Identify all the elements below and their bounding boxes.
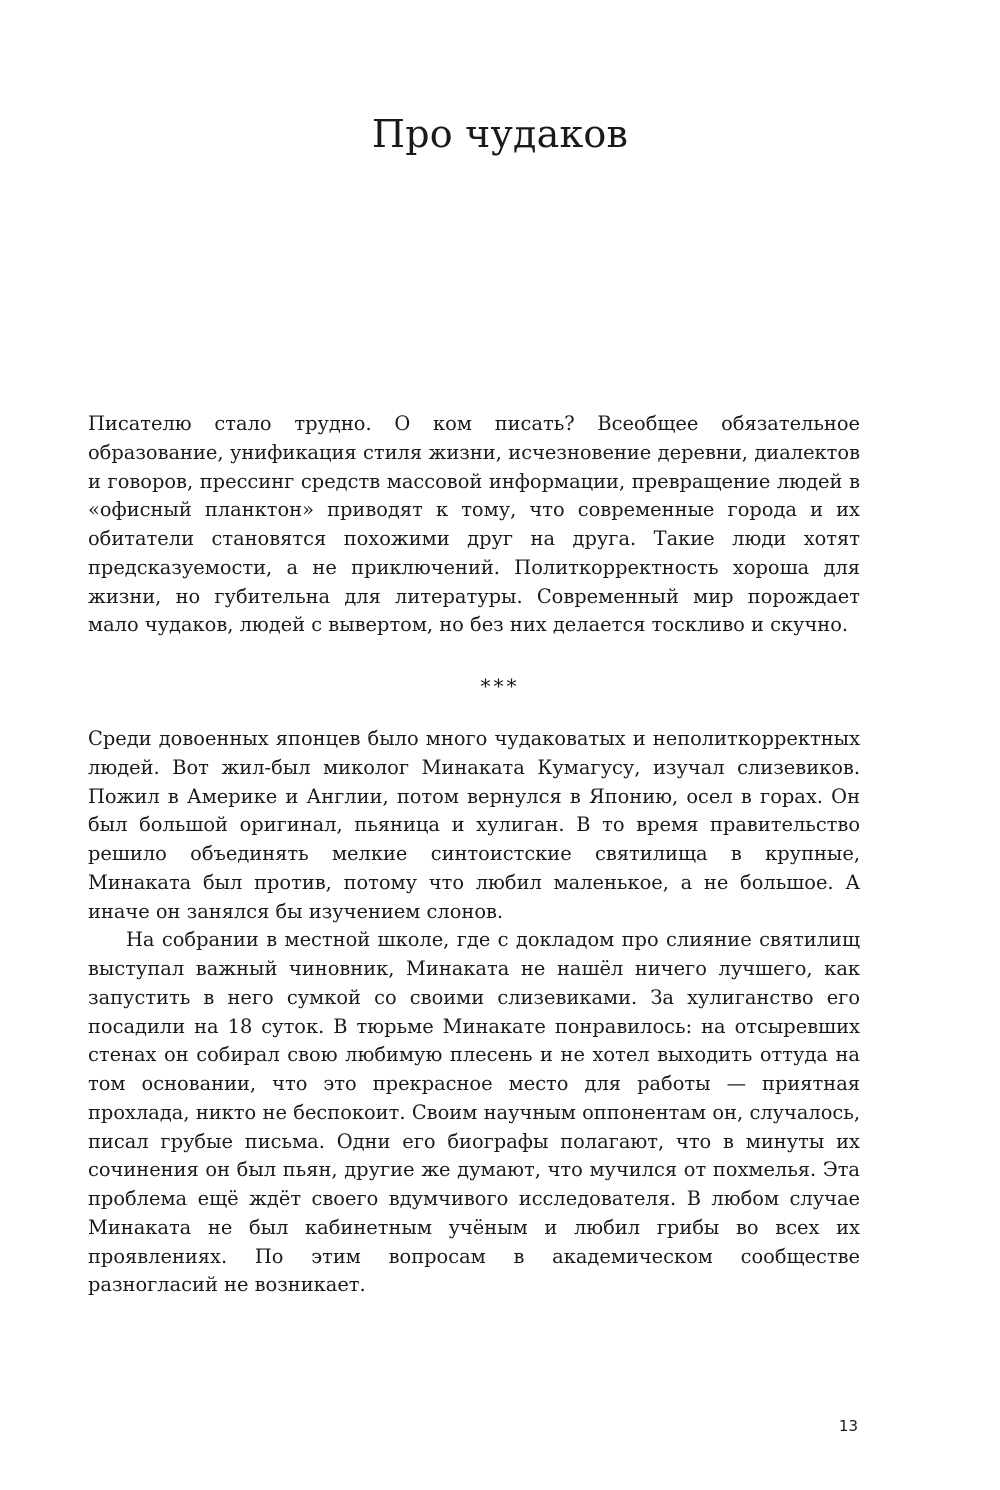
paragraph: Среди довоенных японцев было много чудаковатых и неполиткорректных людей. Вот жил-был миколог Минаката Кумагусу, изучал слизевиков. Пожил в Америке и Англии, потом вернулся в Японию, осел в горах. Он был большой оригинал, пьяница и хулиган. В то время правительство решило объединять мелкие синтоистские святилища в крупные, Минаката был против, потому что любил маленькое, а не большое. А иначе он занялся бы изучением слонов. — [88, 727, 860, 923]
page-number: 13 — [838, 1417, 858, 1435]
section-minakata — [88, 725, 860, 1300]
page-title: Про чудаков — [371, 112, 629, 156]
section-separator: *** — [480, 674, 520, 698]
paragraph: Писателю стало трудно. О ком писать? Всеобщее обязательное образование, унификация стиля жизни, исчезновение деревни, диалектов и говоров, прессинг средств массовой информации, превращение людей в «офисный планктон» приводят к тому, что современные города и их обитатели становятся похожими друг на друга. Такие люди хотят предсказуемости, а не приключений. Политкорректность хороша для жизни, но губительна для литературы. Современный мир порождает мало чудаков, людей с вывертом, но без них делается тоскливо и скучно. — [88, 412, 860, 637]
paragraph: На собрании в местной школе, где с докладом про слияние святилищ выступал важный чиновник, Минаката не нашёл ничего лучшего, как запустить в него сумкой со своими слизевиками. За хулиганство его посадили на 18 суток. В тюрьме Минакате понравилось: на отсыревших стенах он собирал свою любимую плесень и не хотел выходить оттуда на том основании, что это прекрасное место для работы — приятная прохлада, никто не беспокоит. Своим научным оппонентам он, случалось, писал грубые письма. Одни его биографы полагают, что в минуты их сочинения он был пьян, другие же думают, что мучился от похмелья. Эта проблема ещё ждёт своего вдумчивого исследователя. В любом случае Минаката не был кабинетным учёным и любил грибы во всех их проявлениях. По этим вопросам в академическом сообществе разногласий не возникает. — [88, 928, 860, 1297]
section-intro — [88, 410, 860, 640]
